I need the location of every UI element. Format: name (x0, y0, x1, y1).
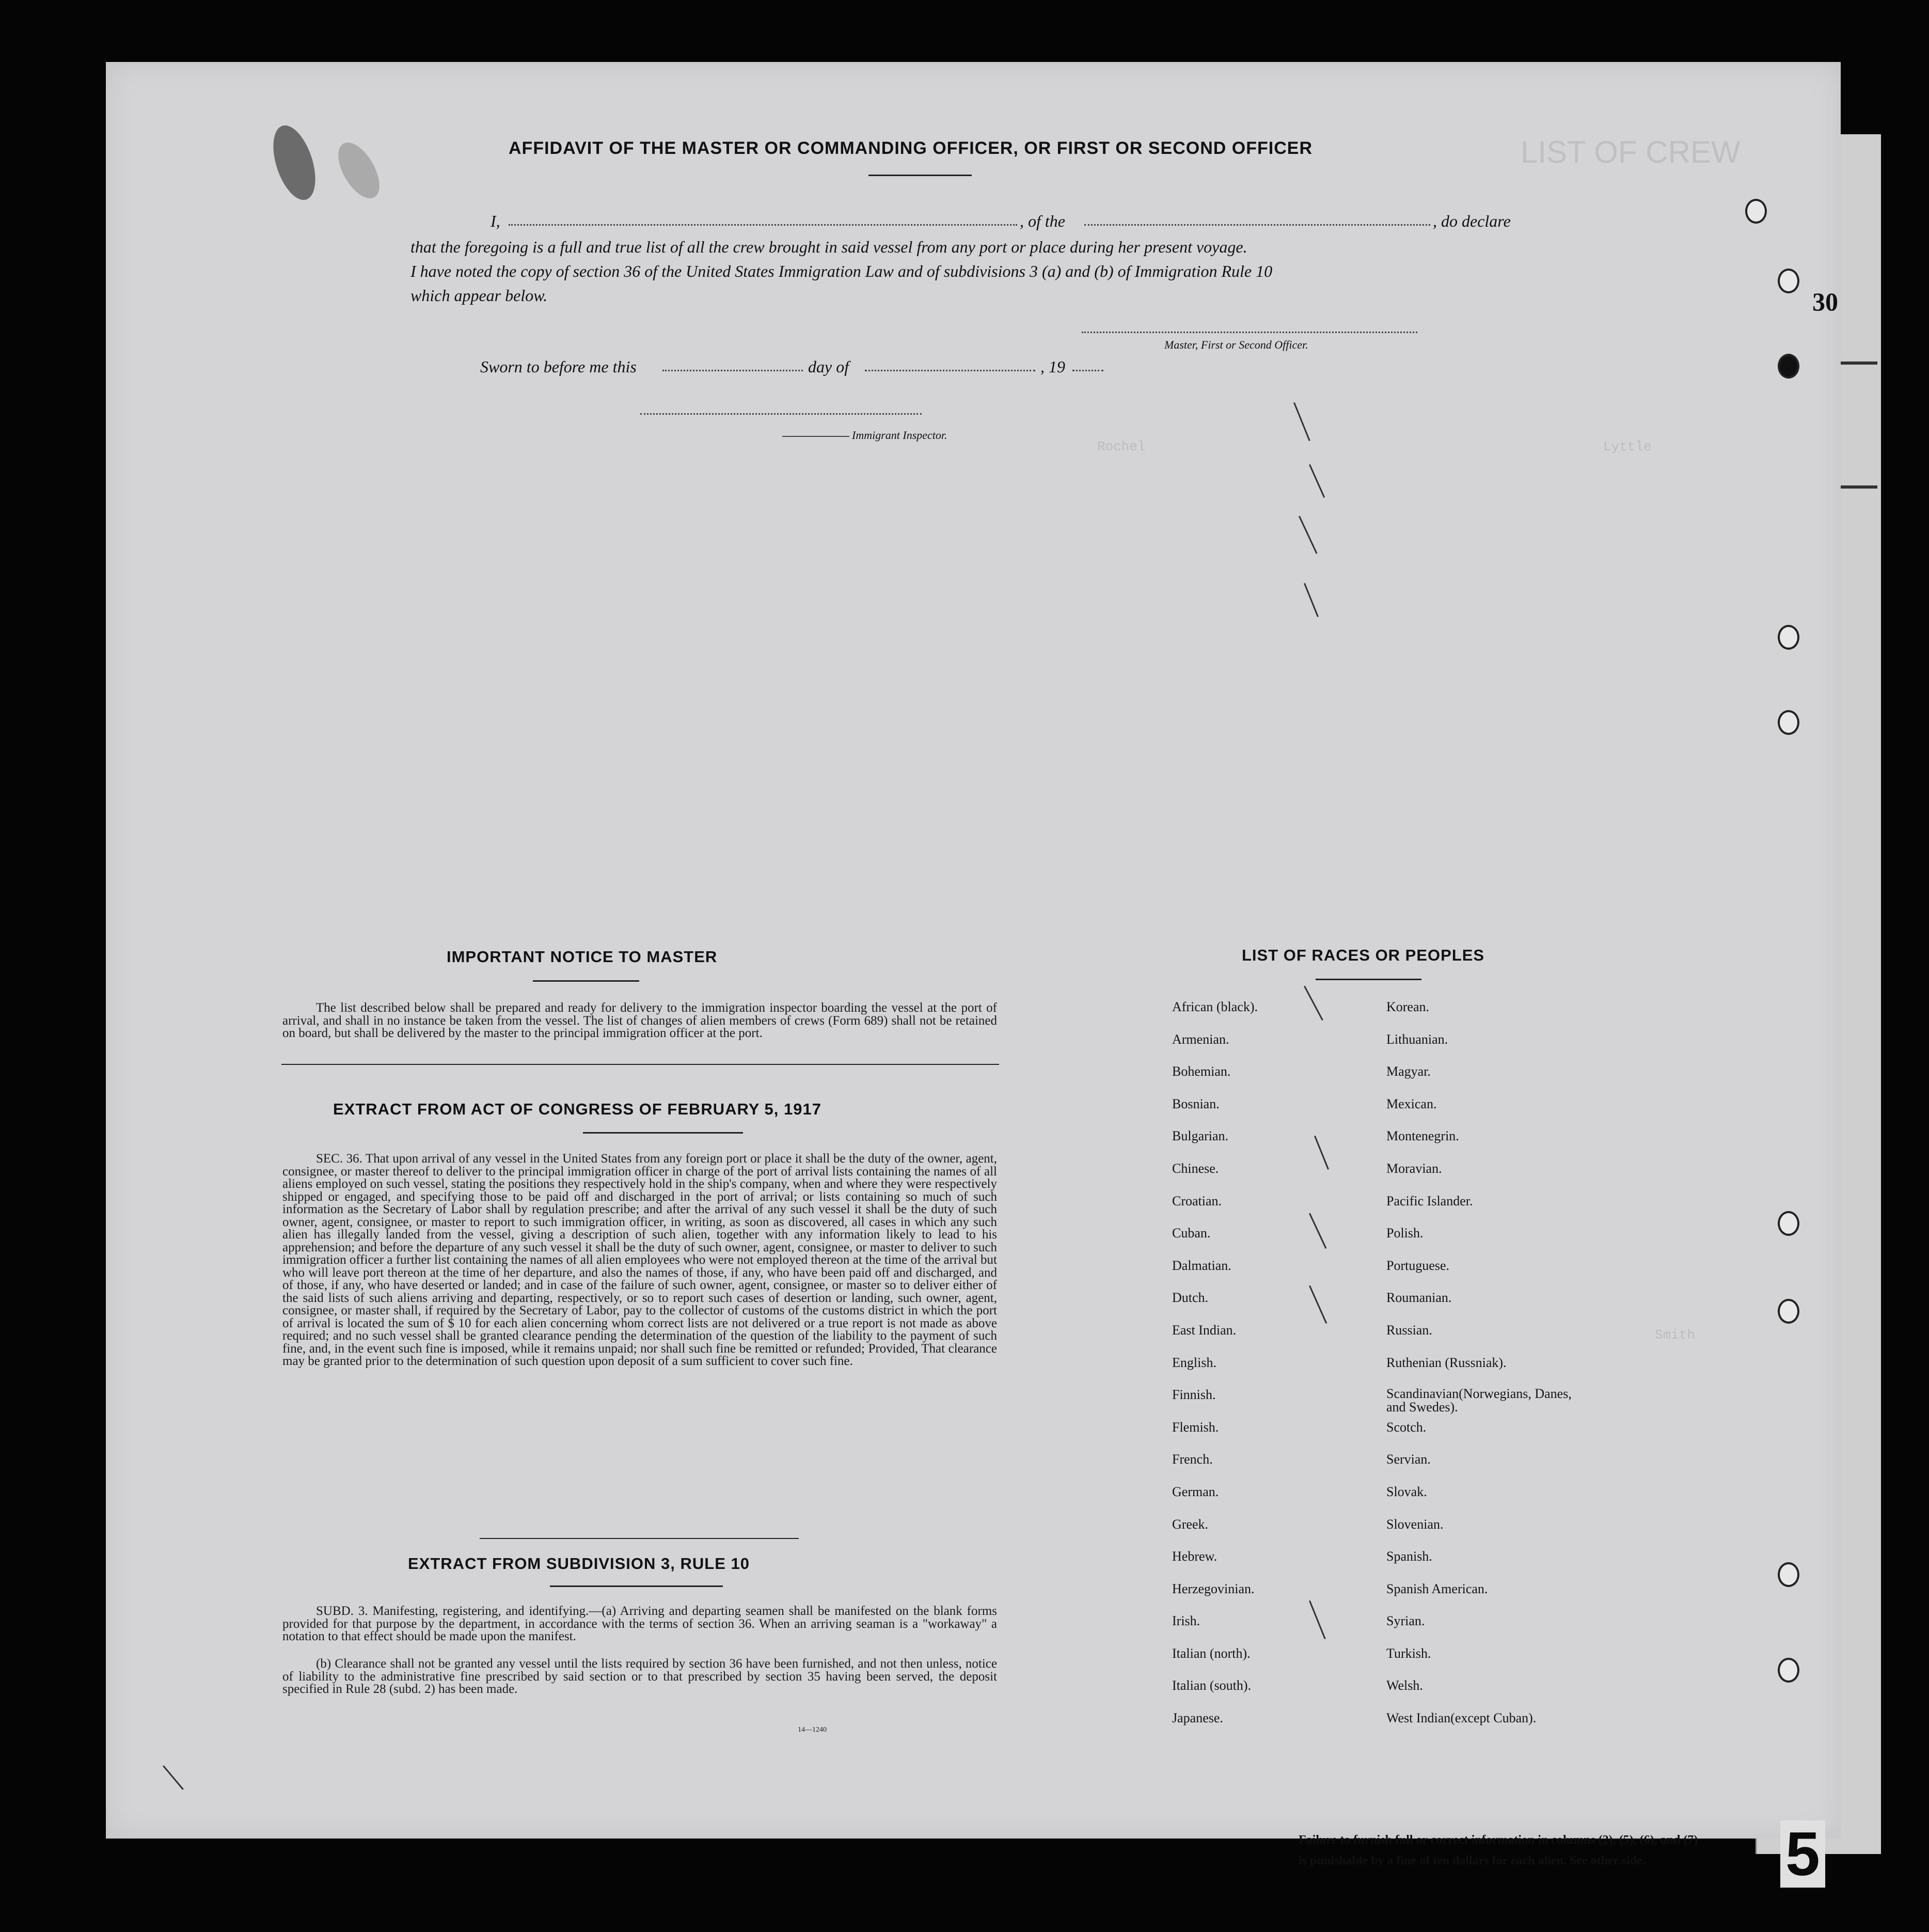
race-item: French. (1172, 1452, 1213, 1467)
race-item: Montenegrin. (1386, 1128, 1459, 1144)
check-mark (1304, 583, 1319, 617)
race-item: Dalmatian. (1172, 1258, 1231, 1273)
affidavit-of-the: , of the (1020, 212, 1065, 230)
divider (281, 1064, 999, 1065)
race-item: Bulgarian. (1172, 1128, 1229, 1144)
binder-hole (1778, 625, 1799, 650)
binder-hole (1778, 354, 1799, 379)
race-item: Moravian. (1386, 1160, 1442, 1176)
check-mark (1309, 1600, 1326, 1639)
race-item: Syrian. (1386, 1613, 1425, 1629)
binder-hole (1778, 269, 1799, 293)
race-item: Russian. (1386, 1322, 1432, 1338)
torn-corner-mark (265, 120, 324, 205)
race-item: Welsh. (1386, 1678, 1423, 1693)
pencil-mark (163, 1765, 184, 1790)
smudge-mark (330, 136, 388, 205)
race-item: West Indian(except Cuban). (1386, 1710, 1537, 1726)
binder-hole (1778, 1562, 1799, 1587)
document-sheet (106, 62, 1841, 1847)
form-number: 14—1240 (798, 1726, 827, 1734)
race-item: Korean. (1386, 999, 1430, 1014)
binder-hole (1778, 1658, 1799, 1683)
race-item: Bosnian. (1172, 1096, 1220, 1111)
race-item: Ruthenian (Russniak). (1386, 1355, 1507, 1370)
affidavit-title: AFFIDAVIT OF THE MASTER OR COMMANDING OFFICER, OR FIRST OR SECOND OFFICER (509, 138, 1313, 158)
race-item: Chinese. (1172, 1160, 1219, 1176)
check-mark (1293, 402, 1310, 441)
race-item: Roumanian. (1386, 1290, 1452, 1306)
race-item: Servian. (1386, 1452, 1431, 1467)
edge-page-number: 30 (1812, 287, 1838, 316)
sworn-year-blank (1072, 370, 1103, 371)
binder-hole (1778, 710, 1799, 735)
race-item: Lithuanian. (1386, 1031, 1448, 1047)
race-item: English. (1172, 1355, 1216, 1370)
sworn-text: Sworn to before me this (480, 357, 637, 376)
bleed-through-text: LIST OF CREW (1521, 135, 1741, 169)
inspector-dash (782, 436, 849, 437)
rule-title: EXTRACT FROM SUBDIVISION 3, RULE 10 (408, 1554, 750, 1573)
races-right-column (1386, 999, 1583, 1743)
affidavit-line-4: which appear below. (410, 286, 548, 305)
footer-line-1: Failure to furnish full or correct information in columns (2), (5), (6), and (7) (1299, 1833, 1698, 1847)
race-item: Portuguese. (1386, 1258, 1450, 1273)
footer-line-2: is punishable by a fine of ten dollars for each alien. See other side. (1299, 1854, 1646, 1867)
binder-hole (1778, 1211, 1799, 1236)
notice-underline (533, 980, 639, 982)
bleed-through-text: Smith (1655, 1327, 1696, 1343)
race-item: Armenian. (1172, 1031, 1229, 1047)
race-item: Dutch. (1172, 1290, 1209, 1306)
race-item: African (black). (1172, 999, 1258, 1014)
affidavit-line-3: I have noted the copy of section 36 of the United States Immigration Law and of subdivisions 3 (a) and (b) of Immigration Rule 10 (410, 262, 1273, 280)
title-underline (868, 175, 972, 176)
race-item: Pacific Islander. (1386, 1193, 1473, 1208)
act-text: SEC. 36. That upon arrival of any vessel in the United States from any foreign port or place it shall be the duty of the owner, agent, consignee, or master thereof to deliver to the principal immigration officer in charge of the port of arrival lists containing the names of all aliens employed on such vessel, stating the positions they respectively hold in the ship's company, when and where they were respectively shipped or engaged, and specifying those to be paid off and discharged in the port of arrival; or lists containing so much of such information as the Secretary of Labor shall by regulation prescribe; and after the arrival of any such vessel it shall be the duty of such owner, agent, consignee, or master to report to such immigration officer, in writing, as soon as discovered, all cases in which any such alien has illegally landed from the vessel, giving a description of such alien, together with any information likely to lead to his apprehension; and before the departure of any such vessel it shall be the duty of such owner, agent, consignee, or master to deliver to such immigration officer a further list containing the names of all alien employees who were not employed thereon at the time of the arrival but who will leave port thereon at the time of her departure, and also the names of those, if any, who have been paid off and discharged, and of those, if any, who have deserted or landed; and in case of the failure of such owner, agent, consignee, or master so to deliver either of the said lists of such aliens arriving and departing, respectively, or so to report such cases of desertion or landing, such owner, agent, consignee, or master shall, if required by the Secretary of Labor, pay to the collector of customs of the customs district in which the port of arrival is located the sum of $ 10 for each alien concerning whom correct lists are not delivered or a true report is not made as above required; and no such vessel shall be granted clearance pending the determination of the question of the liability to the payment of such fine, and, in the event such fine is imposed, while it remains unpaid; nor shall such fine be remitted or refunded; Provided, That clearance may be granted prior to the determination of such question upon deposit of a sum sufficient to cover such fine. (282, 1152, 997, 1368)
inspector-signature-line (640, 413, 922, 415)
check-mark (1299, 516, 1318, 554)
affidavit-do-declare: , do declare (1433, 212, 1511, 230)
binder-hole (1778, 1299, 1799, 1324)
races-underline (1316, 979, 1421, 980)
races-title: LIST OF RACES OR PEOPLES (1242, 946, 1485, 964)
race-item: Spanish. (1386, 1549, 1432, 1564)
year-text: , 19 (1040, 357, 1065, 376)
race-item: Slovenian. (1386, 1516, 1444, 1532)
bleed-through-text: Lyttle (1603, 439, 1652, 454)
check-mark (1304, 986, 1323, 1021)
check-mark (1309, 1213, 1326, 1249)
notice-text: The list described below shall be prepared and ready for delivery to the immigration inspector boarding the vessel at the port of arrival, and shall in no instance be taken from the vessel. The list of changes of alien members of crews (Form 689) shall not be retained on board, but shall be delivered by the master to the principal immigration officer at the port. (282, 1001, 997, 1040)
race-item: Mexican. (1386, 1096, 1437, 1111)
day-of-text: day of (808, 357, 849, 376)
divider (480, 1538, 799, 1539)
rule-underline (550, 1585, 723, 1587)
affidavit-line-2: that the foregoing is a full and true list of all the crew brought in said vessel from any port or place during her present voyage. (410, 238, 1247, 256)
race-item: Finnish. (1172, 1387, 1216, 1403)
race-item: Spanish American. (1386, 1581, 1488, 1596)
check-mark (1309, 1285, 1327, 1324)
binder-hole (1745, 199, 1767, 224)
bleed-through-text: Rochel (1097, 439, 1146, 454)
race-item: East Indian. (1172, 1322, 1237, 1338)
race-item: Turkish. (1386, 1645, 1431, 1661)
master-signature-line (1082, 332, 1417, 333)
check-mark (1314, 1136, 1329, 1170)
race-item: Scandinavian(Norwegians, Danes, and Swedes). (1386, 1386, 1572, 1415)
race-item: Italian (south). (1172, 1678, 1252, 1693)
name-blank (509, 224, 1017, 226)
rule-text-b: (b) Clearance shall not be granted any vessel until the lists required by section 36 have been furnished, and not then unless, notice of liability to the administrative fine prescribed by said section or to that prescribed by section 35 having been served, the deposit specified in Rule 28 (subd. 2) has been made. (282, 1657, 997, 1696)
race-item: Irish. (1172, 1613, 1200, 1629)
affidavit-i: I, (491, 212, 500, 230)
vessel-blank (1084, 224, 1430, 226)
race-item: Hebrew. (1172, 1549, 1218, 1564)
act-underline (583, 1132, 743, 1134)
race-item: Herzegovinian. (1172, 1581, 1255, 1596)
race-item: Bohemian. (1172, 1064, 1231, 1079)
sworn-day-blank (662, 370, 803, 371)
sworn-month-blank (865, 370, 1035, 371)
race-item: Polish. (1386, 1226, 1424, 1241)
race-item: Greek. (1172, 1516, 1209, 1532)
inspector-caption: Immigrant Inspector. (852, 429, 947, 442)
rule-text-a: SUBD. 3. Manifesting, registering, and identifying.—(a) Arriving and departing seamen shall be manifested on the blank forms provided for that purpose by the department, in accordance with the terms of section 36. When an arriving seaman is a "workaway" a notation to that effect should be made upon the manifest. (282, 1604, 997, 1643)
check-mark (1309, 464, 1325, 498)
races-left-column (1172, 999, 1258, 1743)
race-item: Croatian. (1172, 1193, 1222, 1208)
race-item: Cuban. (1172, 1226, 1211, 1241)
race-item: Slovak. (1386, 1484, 1427, 1499)
race-item: German. (1172, 1484, 1219, 1499)
race-item: Italian (north). (1172, 1645, 1251, 1661)
race-item: Flemish. (1172, 1419, 1219, 1435)
notice-title: IMPORTANT NOTICE TO MASTER (447, 948, 718, 966)
act-title: EXTRACT FROM ACT OF CONGRESS OF FEBRUARY 5, 1917 (333, 1100, 821, 1118)
page-mark: 5 (1780, 1820, 1825, 1888)
race-item: Japanese. (1172, 1710, 1223, 1726)
master-caption: Master, First or Second Officer. (1164, 338, 1308, 351)
race-item: Magyar. (1386, 1064, 1431, 1079)
race-item: Scotch. (1386, 1419, 1427, 1435)
